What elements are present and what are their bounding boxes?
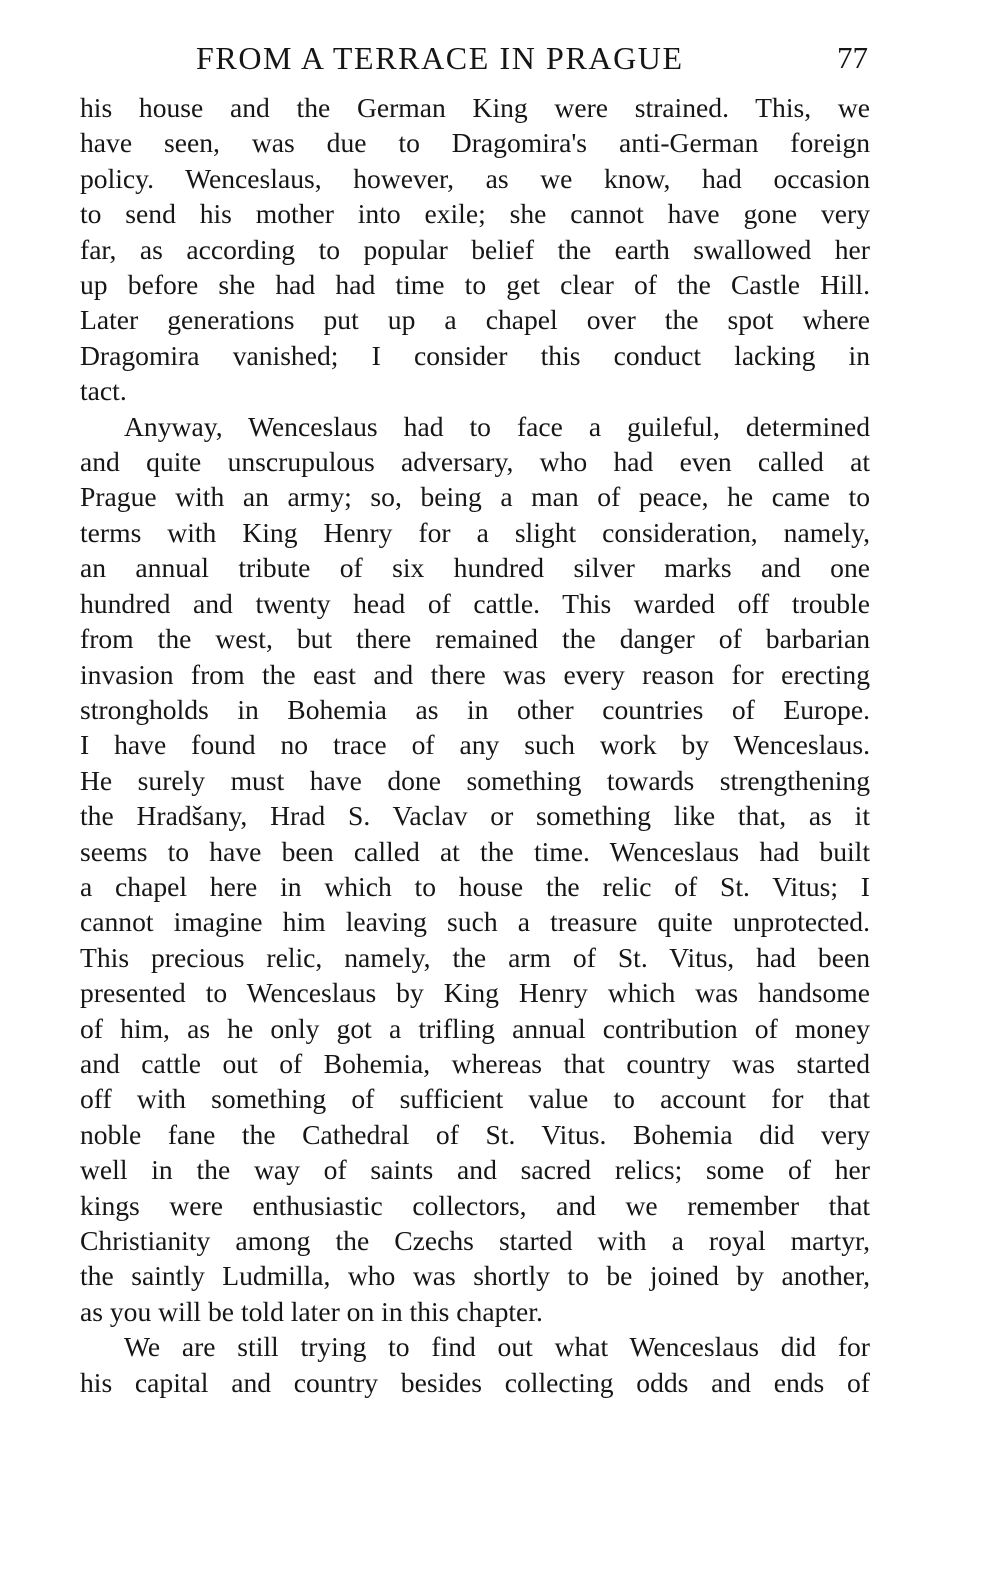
text-line: the saintly Ludmilla, who was shortly to be joined by another, — [80, 1260, 870, 1292]
page-header — [80, 38, 870, 90]
text-line: presented to Wenceslaus by King Henry which was handsome — [80, 977, 870, 1009]
text-line: have seen, was due to Dragomira's anti-German foreign — [80, 127, 870, 159]
text-line: Prague with an army; so, being a man of peace, he came to — [80, 481, 870, 513]
text-line: to send his mother into exile; she cannot have gone very — [80, 198, 870, 230]
text-line: and quite unscrupulous adversary, who had even called at — [80, 446, 870, 478]
text-line: policy. Wenceslaus, however, as we know, had occasion — [80, 162, 870, 194]
text-line: off with something of sufficient value to account for that — [80, 1083, 870, 1115]
text-line: Anyway, Wenceslaus had to face a guileful, determined — [124, 410, 870, 442]
text-line: his house and the German King were strained. This, we — [80, 92, 870, 123]
book-page — [80, 38, 870, 1400]
text-line: I have found no trace of any such work by Wenceslaus. — [80, 729, 870, 761]
text-line: terms with King Henry for a slight consideration, namely, — [80, 516, 870, 548]
text-line: seems to have been called at the time. Wenceslaus had built — [80, 835, 870, 867]
text-line: noble fane the Cathedral of St. Vitus. Bohemia did very — [80, 1118, 870, 1150]
text-line: This precious relic, namely, the arm of St. Vitus, had been — [80, 941, 870, 973]
text-line: tact. — [80, 375, 127, 407]
paragraph — [80, 90, 870, 409]
paragraph — [80, 409, 870, 1330]
text-line: well in the way of saints and sacred relics; some of her — [80, 1154, 870, 1186]
text-line: of him, as he only got a trifling annual contribution of money — [80, 1012, 870, 1044]
text-line: as you will be told later on in this chapter. — [80, 1295, 543, 1327]
text-line: his capital and country besides collecting odds and ends of — [80, 1366, 870, 1398]
text-line: kings were enthusiastic collectors, and we remember that — [80, 1189, 870, 1221]
text-line: cannot imagine him leaving such a treasure quite unprotected. — [80, 906, 870, 938]
body-text — [80, 90, 870, 1400]
text-line: Dragomira vanished; I consider this conduct lacking in — [80, 339, 870, 371]
text-line: from the west, but there remained the danger of barbarian — [80, 623, 870, 655]
text-line: invasion from the east and there was every reason for erecting — [80, 658, 870, 690]
text-line: He surely must have done something towards strengthening — [80, 764, 870, 796]
text-line: an annual tribute of six hundred silver marks and one — [80, 552, 870, 584]
text-line: up before she had had time to get clear of the Castle Hill. — [80, 269, 870, 301]
page-number: 77 — [837, 40, 868, 75]
text-line: We are still trying to find out what Wenceslaus did for — [124, 1331, 870, 1363]
text-line: far, as according to popular belief the earth swallowed her — [80, 233, 870, 265]
text-line: and cattle out of Bohemia, whereas that country was started — [80, 1047, 870, 1079]
text-line: a chapel here in which to house the relic of St. Vitus; I — [80, 870, 870, 902]
text-line: the Hradšany, Hrad S. Vaclav or something like that, as it — [80, 800, 870, 832]
text-line: hundred and twenty head of cattle. This warded off trouble — [80, 587, 870, 619]
running-title: FROM A TERRACE IN PRAGUE — [196, 40, 684, 76]
paragraph — [80, 1329, 870, 1400]
text-line: strongholds in Bohemia as in other countries of Europe. — [80, 693, 870, 725]
text-line: Later generations put up a chapel over the spot where — [80, 304, 870, 336]
text-line: Christianity among the Czechs started with a royal martyr, — [80, 1225, 870, 1256]
